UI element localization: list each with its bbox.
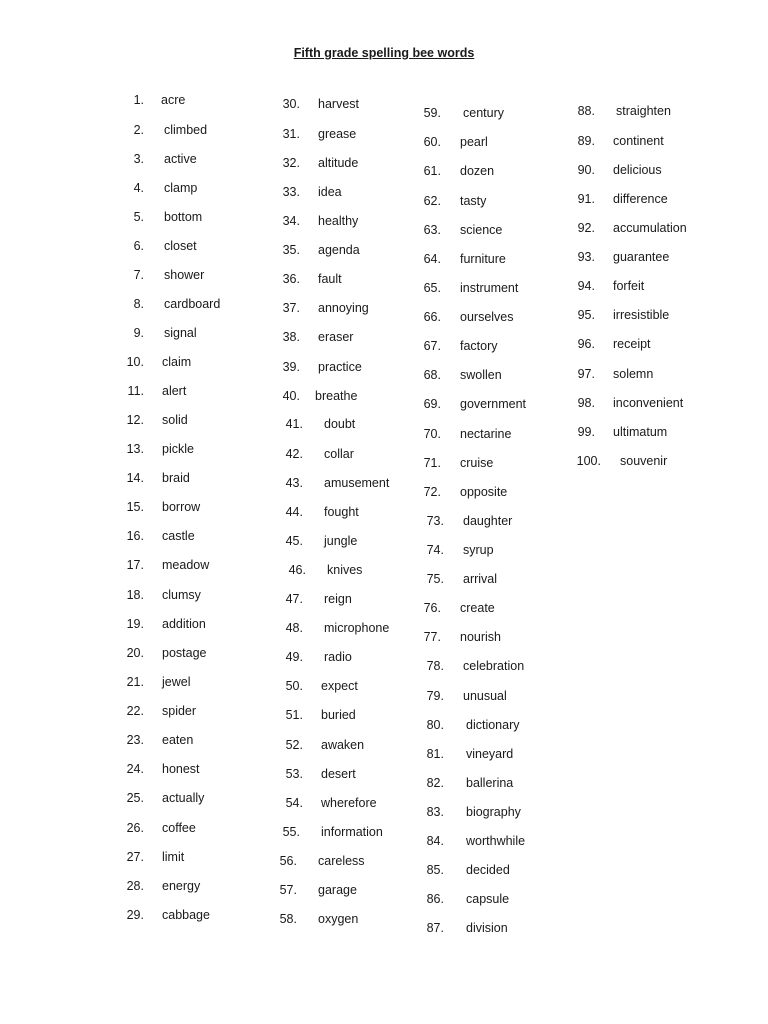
item-word: fault	[318, 272, 342, 286]
item-number: 11.	[127, 384, 144, 398]
item-word: honest	[162, 762, 200, 776]
item-number: 67.	[423, 339, 441, 353]
item-number: 26.	[126, 821, 144, 835]
item-word: castle	[162, 529, 195, 543]
item-number: 66.	[423, 310, 441, 324]
item-number: 60.	[423, 135, 441, 149]
item-word: division	[466, 921, 508, 935]
item-word: altitude	[318, 156, 359, 170]
item-number: 3.	[133, 152, 144, 166]
item-number: 65.	[423, 281, 441, 295]
item-word: receipt	[613, 337, 651, 351]
item-word: celebration	[463, 659, 525, 673]
item-word: vineyard	[466, 747, 514, 761]
item-number: 52.	[285, 738, 303, 752]
item-number: 41.	[285, 417, 303, 431]
item-word: healthy	[318, 214, 359, 228]
item-word: grease	[318, 127, 357, 141]
item-number: 7.	[133, 268, 144, 282]
item-word: active	[164, 152, 197, 166]
item-word: pickle	[162, 442, 194, 456]
item-word: guarantee	[613, 250, 670, 264]
item-number: 28.	[126, 879, 144, 893]
item-word: information	[321, 825, 383, 839]
item-number: 25.	[126, 791, 144, 805]
item-number: 93.	[577, 250, 595, 264]
item-number: 86.	[426, 892, 444, 906]
item-word: agenda	[318, 243, 360, 257]
item-word: annoying	[318, 301, 369, 315]
item-word: desert	[321, 767, 356, 781]
item-number: 20.	[126, 646, 144, 660]
item-word: signal	[164, 326, 197, 340]
item-word: factory	[460, 339, 498, 353]
item-number: 17.	[126, 558, 144, 572]
item-number: 1.	[133, 93, 144, 107]
item-word: cardboard	[164, 297, 221, 311]
item-number: 95.	[577, 308, 595, 322]
item-word: borrow	[162, 500, 201, 514]
item-number: 63.	[423, 223, 441, 237]
item-word: wherefore	[321, 796, 377, 810]
item-word: opposite	[460, 485, 508, 499]
item-word: tasty	[460, 194, 487, 208]
item-number: 49.	[285, 650, 303, 664]
item-number: 10.	[126, 355, 144, 369]
item-word: nectarine	[460, 427, 512, 441]
item-word: addition	[162, 617, 206, 631]
item-number: 38.	[282, 330, 300, 344]
item-number: 58.	[279, 912, 297, 926]
item-number: 77.	[423, 630, 441, 644]
item-number: 78.	[426, 659, 444, 673]
item-word: inconvenient	[613, 396, 684, 410]
item-number: 9.	[133, 326, 144, 340]
item-word: century	[463, 106, 504, 120]
item-number: 42.	[285, 447, 303, 461]
item-word: biography	[466, 805, 521, 819]
item-number: 29.	[126, 908, 144, 922]
item-word: create	[460, 601, 495, 615]
item-number: 85.	[426, 863, 444, 877]
item-number: 75.	[426, 572, 444, 586]
item-number: 43.	[285, 476, 303, 490]
item-number: 94.	[577, 279, 595, 293]
item-word: arrival	[463, 572, 498, 586]
item-number: 96.	[577, 337, 595, 351]
item-number: 4.	[133, 181, 144, 195]
item-number: 81.	[426, 747, 444, 761]
item-word: meadow	[162, 558, 210, 572]
item-word: worthwhile	[466, 834, 526, 848]
item-word: furniture	[460, 252, 506, 266]
item-number: 71.	[423, 456, 441, 470]
item-word: harvest	[318, 97, 359, 111]
item-number: 23.	[126, 733, 144, 747]
item-number: 69.	[423, 397, 441, 411]
item-number: 92.	[577, 221, 595, 235]
item-word: government	[460, 397, 527, 411]
item-word: ourselves	[460, 310, 514, 324]
item-number: 45.	[285, 534, 303, 548]
item-word: expect	[321, 679, 358, 693]
item-word: breathe	[315, 389, 358, 403]
item-number: 16.	[126, 529, 144, 543]
item-word: closet	[164, 239, 197, 253]
item-number: 89.	[577, 134, 595, 148]
item-word: continent	[613, 134, 664, 148]
item-number: 37.	[282, 301, 300, 315]
item-number: 47.	[285, 592, 303, 606]
item-word: forfeit	[613, 279, 645, 293]
item-word: reign	[324, 592, 352, 606]
item-number: 68.	[423, 368, 441, 382]
item-word: solemn	[613, 367, 654, 381]
item-word: jungle	[324, 534, 358, 548]
item-number: 30.	[282, 97, 300, 111]
item-word: alert	[162, 384, 187, 398]
item-number: 57.	[279, 883, 297, 897]
item-word: awaken	[321, 738, 365, 752]
item-word: instrument	[460, 281, 519, 295]
item-number: 51.	[285, 708, 303, 722]
item-word: postage	[162, 646, 207, 660]
item-number: 59.	[423, 106, 441, 120]
item-word: knives	[327, 563, 363, 577]
item-word: amusement	[324, 476, 390, 490]
item-word: spider	[162, 704, 197, 718]
item-number: 27.	[126, 850, 144, 864]
item-number: 82.	[426, 776, 444, 790]
item-number: 6.	[133, 239, 144, 253]
item-number: 34.	[282, 214, 300, 228]
item-word: accumulation	[613, 221, 687, 235]
item-word: difference	[613, 192, 668, 206]
item-word: ballerina	[466, 776, 514, 790]
item-number: 5.	[133, 210, 144, 224]
item-word: microphone	[324, 621, 390, 635]
item-number: 87.	[426, 921, 444, 935]
item-word: garage	[318, 883, 357, 897]
item-word: oxygen	[318, 912, 359, 926]
page-title: Fifth grade spelling bee words	[293, 46, 475, 60]
item-word: climbed	[164, 123, 208, 137]
item-word: decided	[466, 863, 510, 877]
item-number: 90.	[577, 163, 595, 177]
item-word: ultimatum	[613, 425, 668, 439]
item-number: 80.	[426, 718, 444, 732]
item-word: braid	[162, 471, 190, 485]
item-number: 53.	[285, 767, 303, 781]
item-number: 15.	[126, 500, 144, 514]
item-number: 48.	[285, 621, 303, 635]
item-word: straighten	[616, 104, 671, 118]
item-number: 33.	[282, 185, 300, 199]
item-word: practice	[318, 360, 362, 374]
item-number: 44.	[285, 505, 303, 519]
item-word: jewel	[162, 675, 191, 689]
item-number: 50.	[285, 679, 303, 693]
item-word: irresistible	[613, 308, 670, 322]
item-word: dozen	[460, 164, 495, 178]
item-word: cruise	[460, 456, 494, 470]
item-word: cabbage	[162, 908, 210, 922]
item-word: careless	[318, 854, 365, 868]
item-number: 74.	[426, 543, 444, 557]
item-number: 83.	[426, 805, 444, 819]
item-number: 70.	[423, 427, 441, 441]
item-number: 21.	[126, 675, 144, 689]
item-word: capsule	[466, 892, 510, 906]
item-word: unusual	[463, 689, 507, 703]
item-word: syrup	[463, 543, 494, 557]
item-number: 99.	[577, 425, 595, 439]
item-word: bottom	[164, 210, 203, 224]
item-word: nourish	[460, 630, 501, 644]
item-number: 98.	[577, 396, 595, 410]
item-word: energy	[162, 879, 201, 893]
item-word: eaten	[162, 733, 194, 747]
item-number: 76.	[423, 601, 441, 615]
item-number: 62.	[423, 194, 441, 208]
item-word: pearl	[460, 135, 488, 149]
item-number: 56.	[279, 854, 297, 868]
item-word: swollen	[460, 368, 502, 382]
item-number: 73.	[426, 514, 444, 528]
item-word: delicious	[613, 163, 662, 177]
item-number: 19.	[126, 617, 144, 631]
item-word: radio	[324, 650, 352, 664]
item-word: limit	[162, 850, 185, 864]
item-word: collar	[324, 447, 354, 461]
item-word: claim	[162, 355, 192, 369]
item-number: 72.	[423, 485, 441, 499]
item-number: 46.	[288, 563, 306, 577]
item-number: 24.	[126, 762, 144, 776]
item-number: 13.	[126, 442, 144, 456]
item-number: 91.	[577, 192, 595, 206]
item-word: acre	[161, 93, 186, 107]
item-number: 64.	[423, 252, 441, 266]
item-word: science	[460, 223, 503, 237]
item-number: 88.	[577, 104, 595, 118]
item-number: 61.	[423, 164, 441, 178]
item-word: shower	[164, 268, 205, 282]
item-word: idea	[318, 185, 342, 199]
item-number: 14.	[126, 471, 144, 485]
item-number: 12.	[126, 413, 144, 427]
item-word: buried	[321, 708, 356, 722]
item-number: 36.	[282, 272, 300, 286]
item-number: 32.	[282, 156, 300, 170]
item-word: doubt	[324, 417, 356, 431]
item-number: 54.	[285, 796, 303, 810]
item-number: 8.	[133, 297, 144, 311]
item-word: solid	[162, 413, 188, 427]
item-number: 31.	[282, 127, 300, 141]
item-number: 39.	[282, 360, 300, 374]
item-word: clumsy	[162, 588, 201, 602]
item-number: 100.	[576, 454, 601, 468]
item-number: 2.	[133, 123, 144, 137]
item-word: coffee	[162, 821, 196, 835]
item-word: daughter	[463, 514, 513, 528]
item-number: 40.	[282, 389, 300, 403]
item-number: 79.	[426, 689, 444, 703]
item-number: 35.	[282, 243, 300, 257]
item-number: 97.	[577, 367, 595, 381]
item-word: clamp	[164, 181, 198, 195]
item-word: eraser	[318, 330, 354, 344]
item-number: 84.	[426, 834, 444, 848]
item-number: 22.	[126, 704, 144, 718]
item-word: souvenir	[620, 454, 668, 468]
item-word: actually	[162, 791, 205, 805]
item-word: fought	[324, 505, 359, 519]
item-number: 55.	[282, 825, 300, 839]
item-word: dictionary	[466, 718, 520, 732]
item-number: 18.	[126, 588, 144, 602]
